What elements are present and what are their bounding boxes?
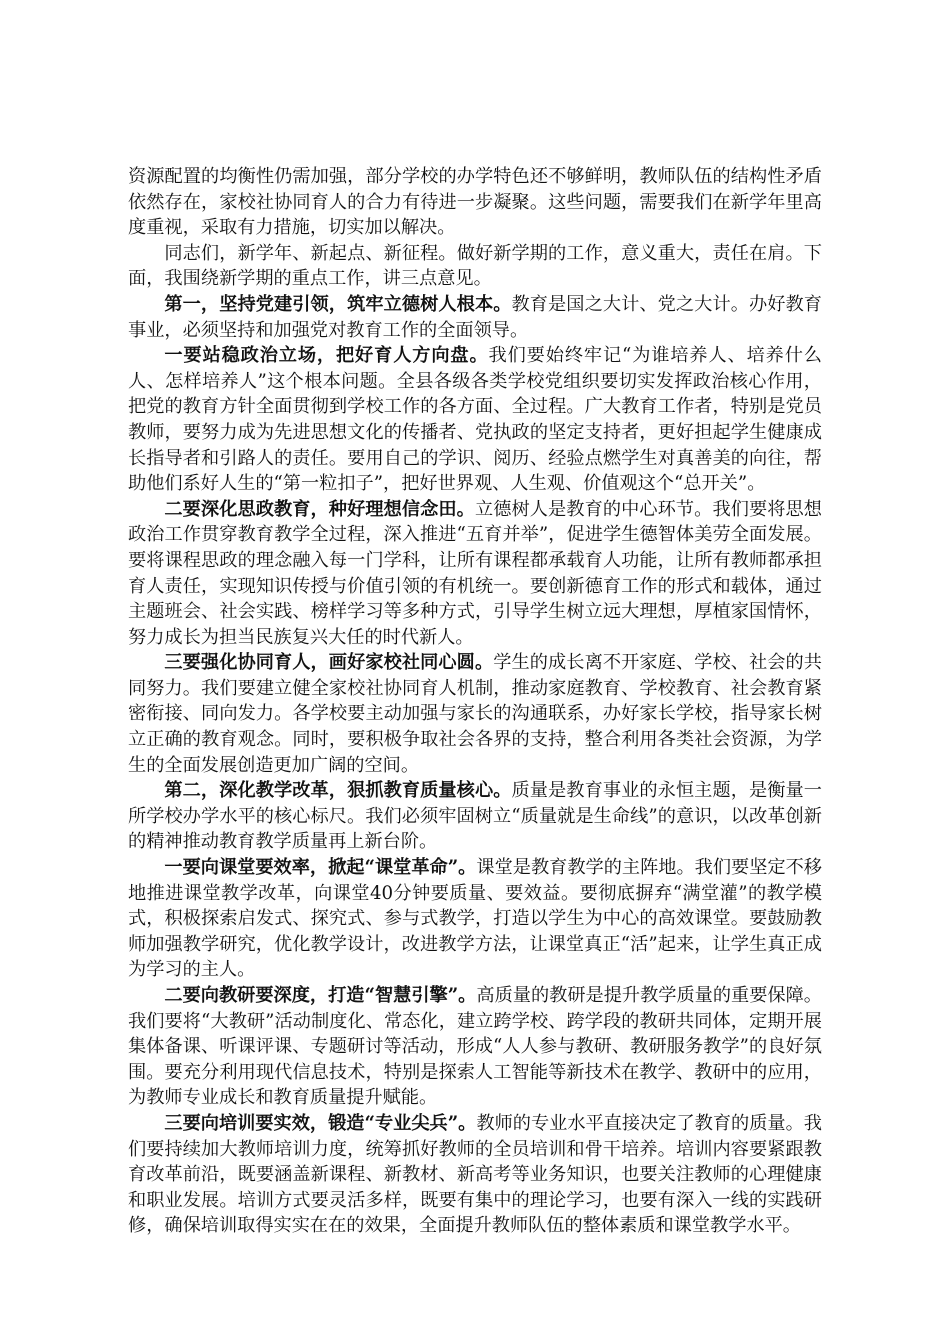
subpoint-heading: 二要向教研要深度，打造“智慧引擎”。 xyxy=(164,985,477,1006)
section-heading-paragraph-1 xyxy=(128,292,822,343)
paragraph-text: 课堂是教育教学的主阵地。我们要坚定不移地推进课堂教学改革，向课堂40分钟要质量、要效益。要彻底摒弃“满堂灌”的教学模式，积极探索启发式、探究式、参与式教学，打造以学生为中心的高效课堂。要鼓励教师加强教学研究，优化教学设计，改进教学方法，让课堂真正“活”起来，让学生真正成为学习的主人。 xyxy=(128,857,822,981)
section-heading-paragraph-2 xyxy=(128,778,822,855)
paragraph-text: 同志们，新学年、新起点、新征程。做好新学期的工作，意义重大，责任在肩。下面，我围绕新学期的重点工作，讲三点意见。 xyxy=(128,242,822,290)
paragraph-text: 资源配置的均衡性仍需加强，部分学校的办学特色还不够鲜明，教师队伍的结构性矛盾依然存在，家校社协同育人的合力有待进一步凝聚。这些问题，需要我们在新学年里高度重视，采取有力措施，切实加以解决。 xyxy=(128,166,822,239)
subpoint-paragraph-2-2 xyxy=(128,983,822,1111)
paragraph-text: 立德树人是教育的中心环节。我们要将思想政治工作贯穿教育教学全过程，深入推进“五育并举”，促进学生德智体美劳全面发展。要将课程思政的理念融入每一门学科，让所有课程都承载育人功能，让所有教师都承担育人责任，实现知识传授与价值引领的有机统一。要创新德育工作的形式和载体，通过主题班会、社会实践、榜样学习等多种方式，引导学生树立远大理想，厚植家国情怀，努力成长为担当民族复兴大任的时代新人。 xyxy=(128,498,822,648)
subpoint-heading: 一要站稳政治立场，把好育人方向盘。 xyxy=(164,345,489,367)
subpoint-paragraph-2-1 xyxy=(128,855,822,983)
subpoint-paragraph-1-1 xyxy=(128,343,822,497)
subpoint-paragraph-1-2 xyxy=(128,497,822,651)
paragraph-text: 质量是教育事业的永恒主题，是衡量一所学校办学水平的核心标尺。我们必须牢固树立“质量就是生命线”的意识，以改革创新的精神推动教育教学质量再上新台阶。 xyxy=(128,780,822,853)
section-heading: 第二，深化教学改革，狠抓教育质量核心。 xyxy=(164,780,512,802)
subpoint-paragraph-1-3 xyxy=(128,650,822,778)
subpoint-heading: 三要向培训要实效，锻造“专业尖兵”。 xyxy=(164,1112,477,1134)
paragraph-text: 教育是国之大计、党之大计。办好教育事业，必须坚持和加强党对教育工作的全面领导。 xyxy=(128,293,822,341)
subpoint-heading: 一要向课堂要效率，掀起“课堂革命”。 xyxy=(164,857,477,879)
section-heading: 第一，坚持党建引领，筑牢立德树人根本。 xyxy=(164,293,512,315)
document-body xyxy=(128,164,822,1239)
paragraph-text: 学生的成长离不开家庭、学校、社会的共同努力。我们要建立健全家校社协同育人机制，推动家庭教育、学校教育、社会教育紧密衔接、同向发力。各学校要主动加强与家长的沟通联系，办好家长学校，指导家长树立正确的教育观念。同时，要积极争取社会各界的支持，整合利用各类社会资源，为学生的全面发展创造更加广阔的空间。 xyxy=(128,652,822,776)
paragraph-text: 教师的专业水平直接决定了教育的质量。我们要持续加大教师培训力度，统筹抓好教师的全员培训和骨干培养。培训内容要紧跟教育改革前沿，既要涵盖新课程、新教材、新高考等业务知识，也要关注教师的心理健康和职业发展。培训方式要灵活多样，既要有集中的理论学习，也要有深入一线的实践研修，确保培训取得实实在在的效果，全面提升教师队伍的整体素质和课堂教学水平。 xyxy=(128,1112,822,1237)
subpoint-heading: 二要深化思政教育，种好理想信念田。 xyxy=(164,498,475,520)
paragraph-text: 我们要始终牢记“为谁培养人、培养什么人、怎样培养人”这个根本问题。全县各级各类学校党组织要切实发挥政治核心作用，把党的教育方针全面贯彻到学校工作的各方面、全过程。广大教育工作者，特别是党员教师，要努力成为先进思想文化的传播者、党执政的坚定支持者，更好担起学生健康成长指导者和引路人的责任。要用自己的学识、阅历、经验点燃学生对真善美的向往，帮助他们系好人生的“第一粒扣子”，把好世界观、人生观、价值观这个“总开关”。 xyxy=(128,345,822,495)
subpoint-paragraph-2-3 xyxy=(128,1111,822,1239)
paragraph-continuation xyxy=(128,164,822,241)
subpoint-heading: 三要强化协同育人，画好家校社同心圆。 xyxy=(164,652,494,674)
paragraph-intro xyxy=(128,241,822,292)
paragraph-text: 高质量的教研是提升教学质量的重要保障。我们要将“大教研”活动制度化、常态化，建立跨学校、跨学段的教研共同体，定期开展集体备课、听课评课、专题研讨等活动，形成“人人参与教研、教研服务教学”的良好氛围。要充分利用现代信息技术，特别是探索人工智能等新技术在教学、教研中的应用，为教师专业成长和教育质量提升赋能。 xyxy=(128,985,822,1109)
